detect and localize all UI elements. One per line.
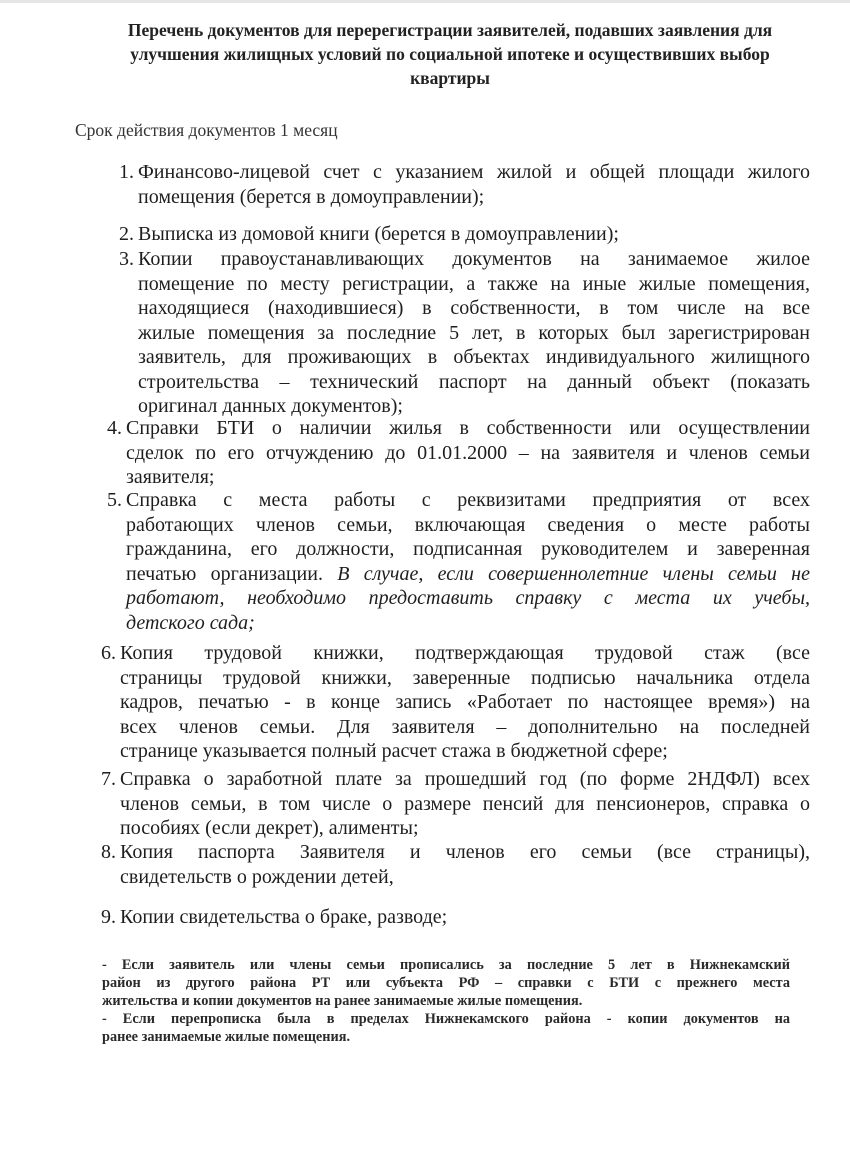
footnotes	[102, 956, 790, 1046]
text: Справки БТИ о наличии жилья в собственности или осуществлении	[126, 417, 810, 439]
footnote-line: ранее занимаемые жилые помещения.	[102, 1029, 351, 1045]
list-item-line	[138, 321, 810, 346]
list-item-number: 9.	[101, 906, 116, 928]
text: гражданина, его должности, подписанная руководителем и заверенная	[126, 538, 810, 560]
text: заявитель, для проживающих в объектах индивидуального жилищного	[138, 346, 810, 368]
text: всех членов семьи. Для заявителя – дополнительно на последней	[120, 715, 810, 738]
text: помещение по месту регистрации, а также на иные жилые помещения,	[138, 272, 810, 295]
text: пособиях (если декрет), алименты;	[120, 817, 419, 839]
list-item-line	[138, 160, 810, 185]
text: свидетельств о рождении детей,	[120, 865, 394, 888]
list-item-line	[126, 586, 810, 611]
list-item-number: 7.	[101, 768, 116, 790]
list-item-line	[120, 666, 810, 691]
list-item-line	[138, 345, 810, 370]
list-item-line	[138, 185, 810, 210]
text: строительства – технический паспорт на данный объект (показать	[138, 370, 810, 393]
list-item-line	[138, 247, 810, 272]
list-item	[98, 247, 810, 419]
title-line: улучшения жилищных условий по социальной ипотеке и осуществивших выбор	[130, 44, 770, 64]
text: находящиеся (находившиеся) в собственности, в том числе на все	[138, 297, 810, 319]
list-item	[86, 488, 810, 635]
text: Копия трудовой книжки, подтверждающая трудовой стаж (все	[120, 642, 810, 664]
list-item-line	[126, 562, 810, 587]
list-item-line	[120, 840, 810, 865]
list-item-number: 4.	[107, 417, 122, 439]
list-item	[80, 840, 810, 889]
list-item-line	[126, 441, 810, 466]
italic-text: В случае, если совершеннолетние члены семьи не	[337, 562, 810, 585]
text: оригинал данных документов);	[138, 395, 403, 417]
text: Справка с места работы с реквизитами предприятия от всех	[126, 489, 810, 511]
footnote-line: - Если заявитель или члены семьи прописались за последние 5 лет в Нижнекамский	[102, 957, 790, 973]
text: заявителя;	[126, 466, 215, 488]
text: Справка о заработной плате за прошедший год (по форме 2НДФЛ) всех	[120, 768, 810, 790]
text: кадров, печатью - в конце запись «Работает по настоящее время») на	[120, 691, 810, 713]
text: страницы трудовой книжки, заверенные подписью начальника отдела	[120, 666, 810, 689]
list-item-line	[126, 611, 810, 636]
list-item	[80, 767, 810, 841]
text: печатью организации.	[126, 562, 338, 585]
list-item-number: 6.	[101, 642, 116, 664]
list-item-line	[120, 641, 810, 666]
list-item	[98, 160, 810, 209]
text: помещения (берется в домоуправлении);	[138, 185, 485, 208]
text: членов семьи, в том числе о размере пенсий для пенсионеров, справка о	[120, 792, 810, 815]
list-item-line	[138, 222, 810, 247]
list-item	[86, 416, 810, 490]
title-line: квартиры	[410, 68, 490, 88]
text: Копия паспорта Заявителя и членов его семьи (все страницы),	[120, 841, 810, 863]
footnote-line: район из другого района РТ или субъекта РФ – справки с БТИ с прежнего места	[102, 975, 790, 991]
text: Копии правоустанавливающих документов на занимаемое жилое	[138, 248, 810, 270]
text: сделок по его отчуждению до 01.01.2000 – на заявителя и членов семьи	[126, 441, 810, 464]
list-item-number: 5.	[107, 489, 122, 511]
text: Копии свидетельства о браке, разводе;	[120, 906, 448, 928]
list-item-number: 3.	[119, 248, 134, 270]
title-line: Перечень документов для перерегистрации заявителей, подавших заявления для	[127, 20, 773, 40]
list-item-line	[120, 865, 810, 890]
italic-text: детского сада;	[126, 611, 255, 634]
scan-edge	[0, 0, 850, 3]
list-item-line	[126, 513, 810, 538]
list-item-number: 8.	[101, 841, 116, 863]
list-item-line	[138, 296, 810, 321]
list-item-line	[120, 739, 810, 764]
list-item-line	[138, 370, 810, 395]
list-item	[80, 905, 810, 930]
text: странице указывается полный расчет стажа в бюджетной сфере;	[120, 740, 668, 762]
footnote-line: - Если перепрописка была в пределах Нижнекамского района - копии документов на	[102, 1011, 790, 1027]
list-item-line	[138, 394, 810, 419]
list-item-line	[126, 537, 810, 562]
list-item	[80, 641, 810, 764]
list-item-line	[120, 690, 810, 715]
validity-note: Срок действия документов 1 месяц	[75, 120, 338, 140]
text: Финансово-лицевой счет с указанием жилой и общей площади жилого	[138, 161, 810, 183]
document-title	[70, 18, 830, 90]
italic-text: работают, необходимо предоставить справку с места их учебы,	[126, 587, 810, 609]
list-item-line	[126, 488, 810, 513]
list-item-line	[120, 905, 810, 930]
text: Выписка из домовой книги (берется в домоуправлении);	[138, 223, 619, 245]
list-item-line	[120, 715, 810, 740]
list-item-line	[126, 416, 810, 441]
text: жилые помещения за последние 5 лет, в которых был зарегистрирован	[138, 321, 810, 344]
list-item-line	[120, 767, 810, 792]
list-item	[98, 222, 810, 247]
list-item-line	[120, 816, 810, 841]
footnote-line: жительства и копии документов на ранее занимаемые жилые помещения.	[102, 993, 583, 1009]
list-item-line	[138, 272, 810, 297]
list-item-line	[120, 792, 810, 817]
list-item-number: 1.	[119, 161, 134, 183]
list-item-line	[126, 465, 810, 490]
list-item-number: 2.	[119, 223, 134, 245]
text: работающих членов семьи, включающая сведения о месте работы	[126, 513, 810, 536]
